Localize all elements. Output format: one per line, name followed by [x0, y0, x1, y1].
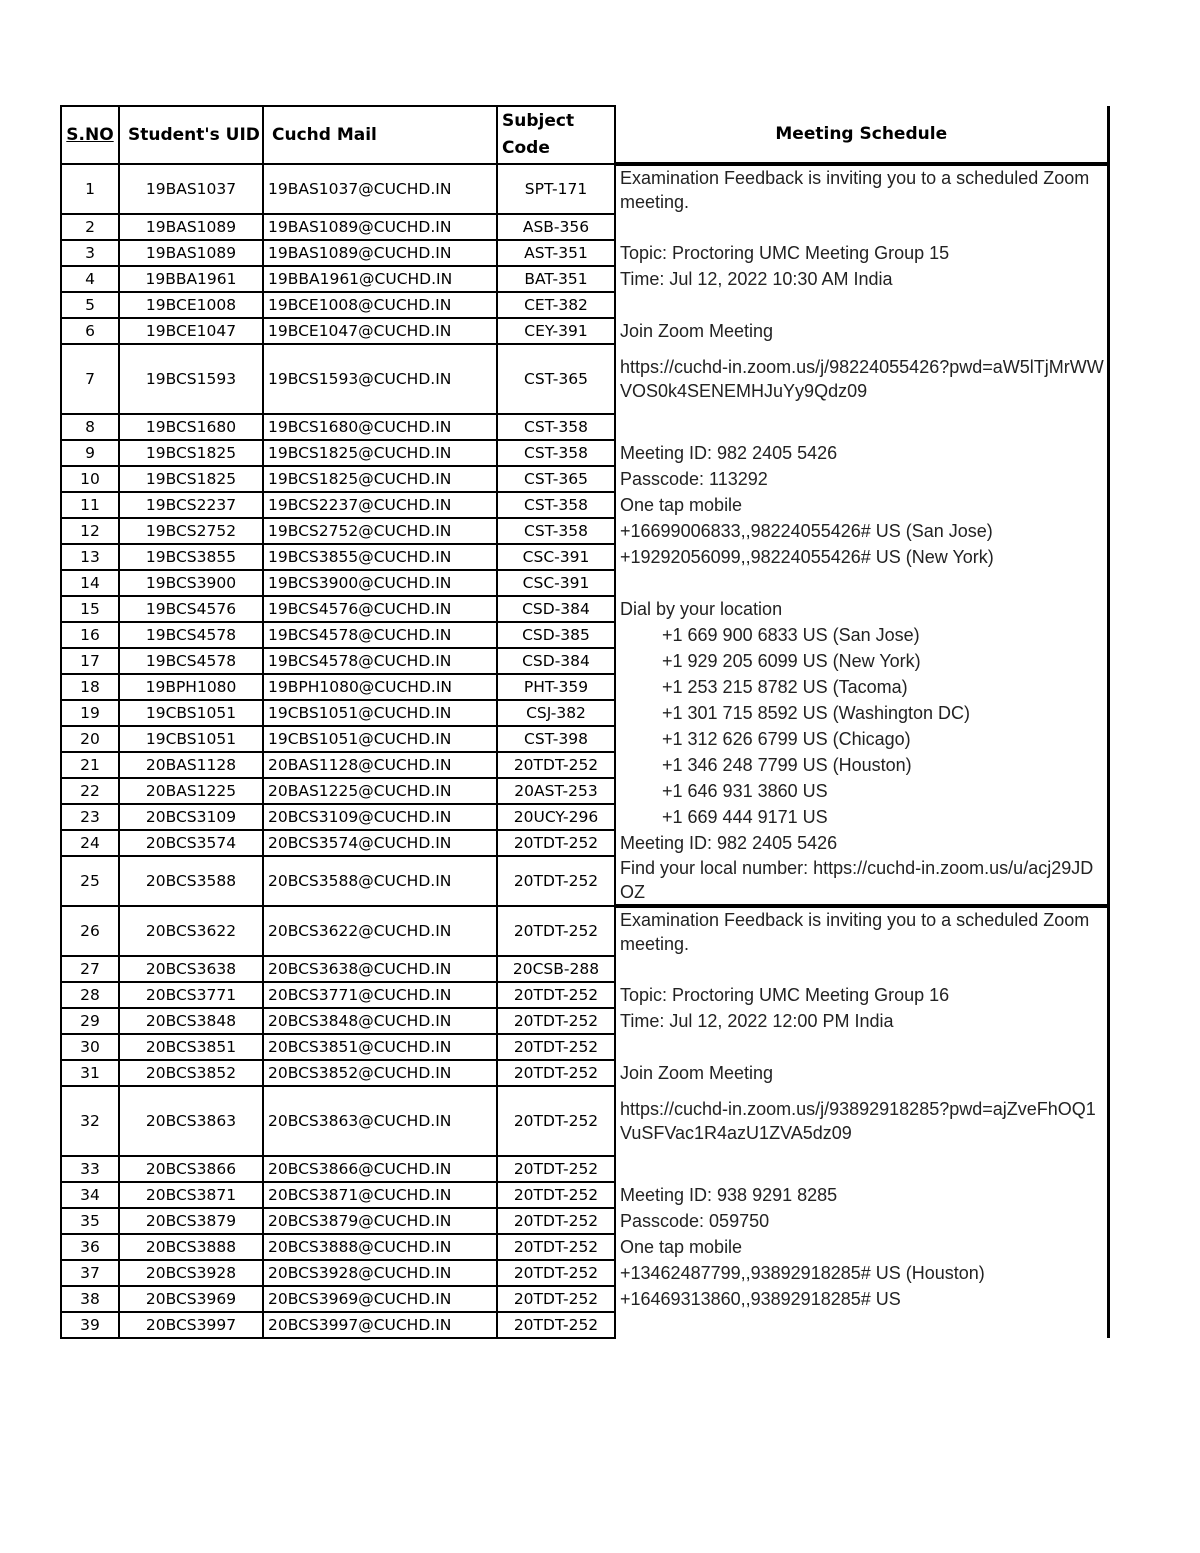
cell-cuchd-mail: 20BCS3852@CUCHD.IN: [263, 1060, 497, 1086]
cell-sno: 15: [61, 596, 119, 622]
cell-cuchd-mail: 19BCS4576@CUCHD.IN: [263, 596, 497, 622]
cell-cuchd-mail: 19CBS1051@CUCHD.IN: [263, 700, 497, 726]
cell-meeting-schedule: One tap mobile: [615, 1234, 1108, 1260]
cell-student-uid: 20BCS3888: [119, 1234, 263, 1260]
cell-student-uid: 20BCS3848: [119, 1008, 263, 1034]
cell-sno: 11: [61, 492, 119, 518]
cell-subject-code: 20TDT-252: [497, 982, 615, 1008]
cell-student-uid: 19BCS4576: [119, 596, 263, 622]
cell-cuchd-mail: 19BCS2237@CUCHD.IN: [263, 492, 497, 518]
table-row: [61, 1208, 1108, 1234]
cell-subject-code: CST-358: [497, 440, 615, 466]
cell-student-uid: 19BCS4578: [119, 648, 263, 674]
cell-subject-code: CET-382: [497, 292, 615, 318]
cell-subject-code: 20TDT-252: [497, 1234, 615, 1260]
cell-cuchd-mail: 19BCS4578@CUCHD.IN: [263, 622, 497, 648]
cell-student-uid: 20BCS3866: [119, 1156, 263, 1182]
table-row: [61, 1156, 1108, 1182]
cell-meeting-schedule: [615, 1034, 1108, 1060]
table-row: [61, 570, 1108, 596]
table-row: [61, 1060, 1108, 1086]
cell-student-uid: 19BCS1825: [119, 466, 263, 492]
cell-cuchd-mail: 20BAS1128@CUCHD.IN: [263, 752, 497, 778]
cell-sno: 12: [61, 518, 119, 544]
cell-sno: 32: [61, 1086, 119, 1156]
header-subject-code: Subject Code: [497, 106, 615, 164]
table-row: [61, 164, 1108, 214]
table-row: [61, 1286, 1108, 1312]
table-row: [61, 518, 1108, 544]
cell-cuchd-mail: 19BCS2752@CUCHD.IN: [263, 518, 497, 544]
cell-subject-code: CST-398: [497, 726, 615, 752]
cell-meeting-schedule: Topic: Proctoring UMC Meeting Group 16: [615, 982, 1108, 1008]
cell-sno: 16: [61, 622, 119, 648]
cell-subject-code: CSD-385: [497, 622, 615, 648]
cell-subject-code: 20TDT-252: [497, 1312, 615, 1338]
cell-cuchd-mail: 19CBS1051@CUCHD.IN: [263, 726, 497, 752]
table-row: [61, 752, 1108, 778]
table-row: [61, 440, 1108, 466]
cell-meeting-schedule: Dial by your location: [615, 596, 1108, 622]
cell-meeting-schedule: [615, 570, 1108, 596]
cell-meeting-schedule: [615, 1156, 1108, 1182]
cell-meeting-schedule: Join Zoom Meeting: [615, 1060, 1108, 1086]
table-row: [61, 344, 1108, 414]
table-row: [61, 266, 1108, 292]
cell-subject-code: 20TDT-252: [497, 1008, 615, 1034]
cell-subject-code: CSD-384: [497, 596, 615, 622]
cell-subject-code: 20TDT-252: [497, 1156, 615, 1182]
cell-sno: 13: [61, 544, 119, 570]
cell-sno: 34: [61, 1182, 119, 1208]
cell-cuchd-mail: 19BCE1047@CUCHD.IN: [263, 318, 497, 344]
cell-sno: 37: [61, 1260, 119, 1286]
cell-student-uid: 19BCS3855: [119, 544, 263, 570]
table-row: [61, 1182, 1108, 1208]
cell-meeting-schedule: +1 669 900 6833 US (San Jose): [615, 622, 1108, 648]
cell-sno: 10: [61, 466, 119, 492]
cell-cuchd-mail: 19BCS4578@CUCHD.IN: [263, 648, 497, 674]
cell-sno: 4: [61, 266, 119, 292]
cell-subject-code: ASB-356: [497, 214, 615, 240]
cell-student-uid: 19BCS1680: [119, 414, 263, 440]
cell-cuchd-mail: 20BCS3863@CUCHD.IN: [263, 1086, 497, 1156]
table-row: [61, 240, 1108, 266]
cell-student-uid: 19BCS2237: [119, 492, 263, 518]
cell-subject-code: 20TDT-252: [497, 1086, 615, 1156]
table-row: [61, 648, 1108, 674]
cell-cuchd-mail: 20BCS3928@CUCHD.IN: [263, 1260, 497, 1286]
cell-sno: 21: [61, 752, 119, 778]
cell-student-uid: 20BCS3622: [119, 906, 263, 956]
cell-student-uid: 20BAS1225: [119, 778, 263, 804]
cell-meeting-schedule: Time: Jul 12, 2022 10:30 AM India: [615, 266, 1108, 292]
table-row: [61, 956, 1108, 982]
cell-sno: 1: [61, 164, 119, 214]
cell-student-uid: 20BCS3588: [119, 856, 263, 906]
cell-meeting-schedule: +1 646 931 3860 US: [615, 778, 1108, 804]
cell-student-uid: 19BCS1593: [119, 344, 263, 414]
table-row: [61, 466, 1108, 492]
table-body: [61, 164, 1108, 1338]
cell-subject-code: 20TDT-252: [497, 830, 615, 856]
cell-subject-code: 20CSB-288: [497, 956, 615, 982]
cell-subject-code: CST-358: [497, 414, 615, 440]
header-meeting-schedule: Meeting Schedule: [615, 106, 1108, 164]
cell-student-uid: 19BCS3900: [119, 570, 263, 596]
cell-cuchd-mail: 19BCS1680@CUCHD.IN: [263, 414, 497, 440]
cell-meeting-schedule: +1 669 444 9171 US: [615, 804, 1108, 830]
cell-sno: 28: [61, 982, 119, 1008]
table-row: [61, 492, 1108, 518]
cell-subject-code: CST-358: [497, 518, 615, 544]
table-row: [61, 856, 1108, 906]
cell-meeting-schedule: [615, 414, 1108, 440]
cell-subject-code: 20AST-253: [497, 778, 615, 804]
cell-meeting-schedule: +1 253 215 8782 US (Tacoma): [615, 674, 1108, 700]
cell-sno: 39: [61, 1312, 119, 1338]
table-row: [61, 596, 1108, 622]
table-row: [61, 318, 1108, 344]
cell-student-uid: 19BAS1089: [119, 240, 263, 266]
cell-subject-code: 20UCY-296: [497, 804, 615, 830]
cell-subject-code: SPT-171: [497, 164, 615, 214]
cell-meeting-schedule: +1 346 248 7799 US (Houston): [615, 752, 1108, 778]
cell-sno: 22: [61, 778, 119, 804]
header-student-uid: Student's UID: [119, 106, 263, 164]
cell-subject-code: CSD-384: [497, 648, 615, 674]
cell-student-uid: 19BPH1080: [119, 674, 263, 700]
cell-meeting-schedule: +19292056099,,98224055426# US (New York): [615, 544, 1108, 570]
table-row: [61, 726, 1108, 752]
cell-subject-code: CST-358: [497, 492, 615, 518]
cell-subject-code: 20TDT-252: [497, 1208, 615, 1234]
cell-student-uid: 20BCS3109: [119, 804, 263, 830]
cell-sno: 3: [61, 240, 119, 266]
cell-sno: 19: [61, 700, 119, 726]
cell-meeting-schedule: Meeting ID: 938 9291 8285: [615, 1182, 1108, 1208]
cell-meeting-schedule: +16469313860,,93892918285# US: [615, 1286, 1108, 1312]
cell-meeting-schedule: +1 301 715 8592 US (Washington DC): [615, 700, 1108, 726]
cell-cuchd-mail: 20BCS3969@CUCHD.IN: [263, 1286, 497, 1312]
table-row: [61, 622, 1108, 648]
cell-cuchd-mail: 19BCS3900@CUCHD.IN: [263, 570, 497, 596]
cell-sno: 20: [61, 726, 119, 752]
cell-meeting-schedule: Join Zoom Meeting: [615, 318, 1108, 344]
cell-sno: 24: [61, 830, 119, 856]
cell-meeting-schedule: Meeting ID: 982 2405 5426: [615, 830, 1108, 856]
cell-subject-code: 20TDT-252: [497, 906, 615, 956]
student-meeting-table: [60, 105, 1110, 1339]
cell-subject-code: AST-351: [497, 240, 615, 266]
table-row: [61, 906, 1108, 956]
cell-cuchd-mail: 20BCS3638@CUCHD.IN: [263, 956, 497, 982]
cell-cuchd-mail: 19BCE1008@CUCHD.IN: [263, 292, 497, 318]
cell-subject-code: 20TDT-252: [497, 856, 615, 906]
cell-sno: 23: [61, 804, 119, 830]
table-row: [61, 804, 1108, 830]
table-row: [61, 778, 1108, 804]
cell-meeting-schedule: [615, 292, 1108, 318]
cell-student-uid: 20BCS3863: [119, 1086, 263, 1156]
cell-subject-code: 20TDT-252: [497, 1286, 615, 1312]
cell-sno: 18: [61, 674, 119, 700]
table-row: [61, 544, 1108, 570]
cell-cuchd-mail: 20BCS3851@CUCHD.IN: [263, 1034, 497, 1060]
cell-cuchd-mail: 20BCS3848@CUCHD.IN: [263, 1008, 497, 1034]
cell-meeting-schedule: [615, 956, 1108, 982]
cell-student-uid: 19CBS1051: [119, 726, 263, 752]
cell-student-uid: 20BCS3879: [119, 1208, 263, 1234]
cell-sno: 14: [61, 570, 119, 596]
cell-subject-code: CSC-391: [497, 544, 615, 570]
cell-student-uid: 19BBA1961: [119, 266, 263, 292]
cell-student-uid: 19CBS1051: [119, 700, 263, 726]
cell-sno: 36: [61, 1234, 119, 1260]
cell-student-uid: 20BCS3852: [119, 1060, 263, 1086]
table-row: [61, 982, 1108, 1008]
cell-cuchd-mail: 20BCS3622@CUCHD.IN: [263, 906, 497, 956]
cell-subject-code: CST-365: [497, 344, 615, 414]
table-header-row: [61, 106, 1108, 164]
cell-student-uid: 20BCS3771: [119, 982, 263, 1008]
cell-meeting-schedule: https://cuchd-in.zoom.us/j/93892918285?pwd=ajZveFhOQ1VuSFVac1R4azU1ZVA5dz09: [615, 1086, 1108, 1156]
cell-cuchd-mail: 19BCS3855@CUCHD.IN: [263, 544, 497, 570]
cell-meeting-schedule: Passcode: 113292: [615, 466, 1108, 492]
cell-sno: 25: [61, 856, 119, 906]
cell-subject-code: PHT-359: [497, 674, 615, 700]
cell-student-uid: 19BCE1047: [119, 318, 263, 344]
cell-subject-code: 20TDT-252: [497, 752, 615, 778]
cell-student-uid: 20BCS3969: [119, 1286, 263, 1312]
cell-student-uid: 20BCS3997: [119, 1312, 263, 1338]
cell-cuchd-mail: 19BPH1080@CUCHD.IN: [263, 674, 497, 700]
table-row: [61, 1086, 1108, 1156]
cell-cuchd-mail: 19BCS1825@CUCHD.IN: [263, 466, 497, 492]
cell-subject-code: BAT-351: [497, 266, 615, 292]
cell-meeting-schedule: +1 929 205 6099 US (New York): [615, 648, 1108, 674]
cell-cuchd-mail: 19BCS1825@CUCHD.IN: [263, 440, 497, 466]
cell-student-uid: 19BCS2752: [119, 518, 263, 544]
cell-student-uid: 20BCS3928: [119, 1260, 263, 1286]
cell-cuchd-mail: 20BCS3866@CUCHD.IN: [263, 1156, 497, 1182]
cell-cuchd-mail: 20BCS3871@CUCHD.IN: [263, 1182, 497, 1208]
table-row: [61, 1234, 1108, 1260]
cell-student-uid: 19BCS1825: [119, 440, 263, 466]
cell-meeting-schedule: [615, 1312, 1108, 1338]
cell-sno: 31: [61, 1060, 119, 1086]
cell-student-uid: 20BAS1128: [119, 752, 263, 778]
student-meeting-table-sheet: [60, 105, 1107, 1339]
cell-subject-code: CEY-391: [497, 318, 615, 344]
cell-cuchd-mail: 19BCS1593@CUCHD.IN: [263, 344, 497, 414]
cell-sno: 27: [61, 956, 119, 982]
cell-student-uid: 19BAS1089: [119, 214, 263, 240]
cell-student-uid: 20BCS3574: [119, 830, 263, 856]
cell-sno: 29: [61, 1008, 119, 1034]
table-row: [61, 1008, 1108, 1034]
cell-meeting-schedule: +13462487799,,93892918285# US (Houston): [615, 1260, 1108, 1286]
cell-student-uid: 19BCE1008: [119, 292, 263, 318]
cell-meeting-schedule: Examination Feedback is inviting you to a scheduled Zoom meeting.: [615, 906, 1108, 956]
cell-sno: 33: [61, 1156, 119, 1182]
cell-cuchd-mail: 19BAS1037@CUCHD.IN: [263, 164, 497, 214]
table-row: [61, 1034, 1108, 1060]
cell-sno: 35: [61, 1208, 119, 1234]
table-row: [61, 214, 1108, 240]
cell-sno: 6: [61, 318, 119, 344]
table-row: [61, 292, 1108, 318]
cell-meeting-schedule: Passcode: 059750: [615, 1208, 1108, 1234]
cell-cuchd-mail: 20BCS3588@CUCHD.IN: [263, 856, 497, 906]
cell-cuchd-mail: 19BAS1089@CUCHD.IN: [263, 240, 497, 266]
header-sno: S.NO: [61, 106, 119, 164]
cell-meeting-schedule: Find your local number: https://cuchd-in.zoom.us/u/acj29JDOZ: [615, 856, 1108, 906]
cell-subject-code: 20TDT-252: [497, 1182, 615, 1208]
cell-sno: 38: [61, 1286, 119, 1312]
cell-sno: 5: [61, 292, 119, 318]
cell-sno: 26: [61, 906, 119, 956]
cell-cuchd-mail: 20BCS3574@CUCHD.IN: [263, 830, 497, 856]
cell-student-uid: 19BAS1037: [119, 164, 263, 214]
cell-sno: 2: [61, 214, 119, 240]
cell-sno: 30: [61, 1034, 119, 1060]
cell-sno: 17: [61, 648, 119, 674]
cell-sno: 8: [61, 414, 119, 440]
cell-cuchd-mail: 20BCS3771@CUCHD.IN: [263, 982, 497, 1008]
cell-meeting-schedule: Topic: Proctoring UMC Meeting Group 15: [615, 240, 1108, 266]
cell-subject-code: 20TDT-252: [497, 1260, 615, 1286]
cell-student-uid: 20BCS3638: [119, 956, 263, 982]
cell-student-uid: 20BCS3851: [119, 1034, 263, 1060]
cell-meeting-schedule: Meeting ID: 982 2405 5426: [615, 440, 1108, 466]
cell-subject-code: 20TDT-252: [497, 1060, 615, 1086]
cell-subject-code: CSJ-382: [497, 700, 615, 726]
cell-meeting-schedule: +16699006833,,98224055426# US (San Jose): [615, 518, 1108, 544]
cell-student-uid: 19BCS4578: [119, 622, 263, 648]
table-row: [61, 414, 1108, 440]
table-row: [61, 674, 1108, 700]
header-cuchd-mail: Cuchd Mail: [263, 106, 497, 164]
cell-student-uid: 20BCS3871: [119, 1182, 263, 1208]
cell-cuchd-mail: 20BAS1225@CUCHD.IN: [263, 778, 497, 804]
cell-sno: 7: [61, 344, 119, 414]
cell-meeting-schedule: https://cuchd-in.zoom.us/j/98224055426?pwd=aW5lTjMrWWVOS0k4SENEMHJuYy9Qdz09: [615, 344, 1108, 414]
cell-cuchd-mail: 20BCS3109@CUCHD.IN: [263, 804, 497, 830]
cell-cuchd-mail: 19BAS1089@CUCHD.IN: [263, 214, 497, 240]
cell-cuchd-mail: 20BCS3879@CUCHD.IN: [263, 1208, 497, 1234]
cell-subject-code: CST-365: [497, 466, 615, 492]
table-row: [61, 700, 1108, 726]
cell-cuchd-mail: 19BBA1961@CUCHD.IN: [263, 266, 497, 292]
cell-cuchd-mail: 20BCS3997@CUCHD.IN: [263, 1312, 497, 1338]
table-row: [61, 830, 1108, 856]
cell-meeting-schedule: +1 312 626 6799 US (Chicago): [615, 726, 1108, 752]
cell-meeting-schedule: One tap mobile: [615, 492, 1108, 518]
table-row: [61, 1312, 1108, 1338]
cell-meeting-schedule: Examination Feedback is inviting you to a scheduled Zoom meeting.: [615, 164, 1108, 214]
cell-cuchd-mail: 20BCS3888@CUCHD.IN: [263, 1234, 497, 1260]
cell-sno: 9: [61, 440, 119, 466]
table-row: [61, 1260, 1108, 1286]
cell-subject-code: 20TDT-252: [497, 1034, 615, 1060]
cell-subject-code: CSC-391: [497, 570, 615, 596]
cell-meeting-schedule: Time: Jul 12, 2022 12:00 PM India: [615, 1008, 1108, 1034]
cell-meeting-schedule: [615, 214, 1108, 240]
